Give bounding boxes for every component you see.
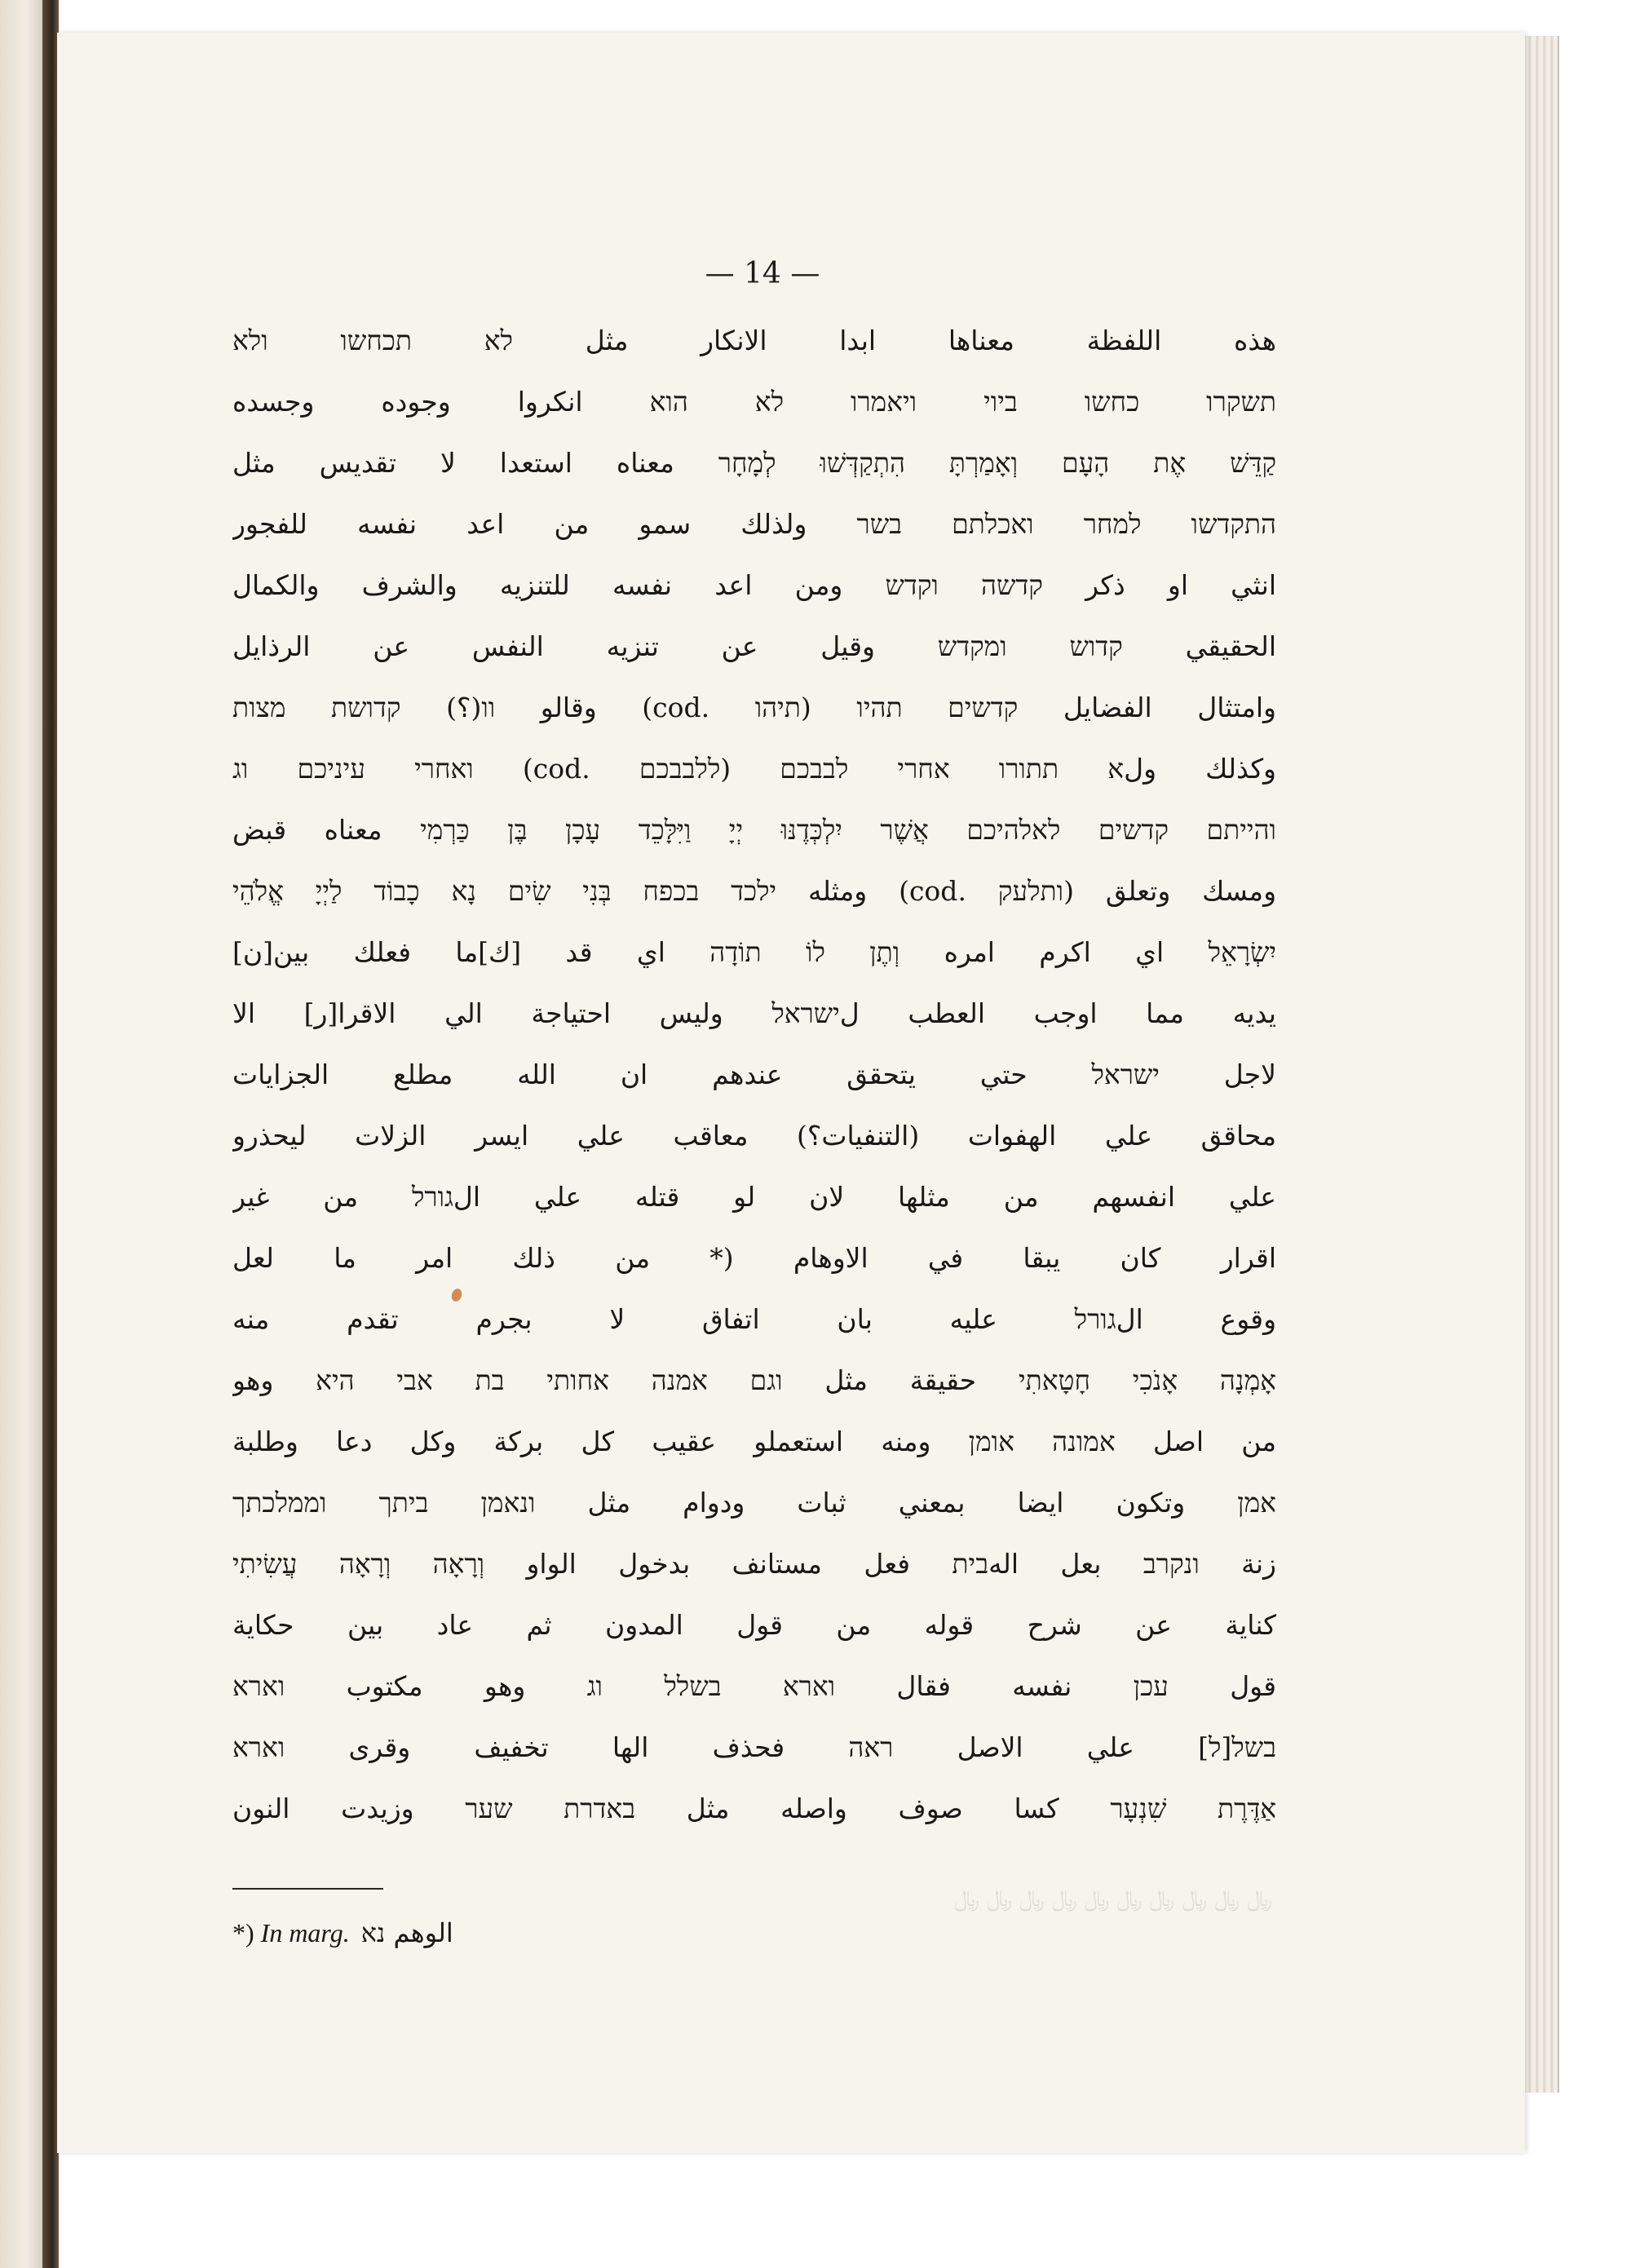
footnote	[232, 1912, 453, 1953]
text-line: محاقق علي الهفوات (التنفيات؟) معاقب علي ايسر الزلات ليحذرو	[232, 1120, 1276, 1152]
page-number: — 14 —	[705, 257, 820, 290]
text-line: اقرار كان يبقا في الاوهام (* من ذلك امر ما لعل	[232, 1242, 1276, 1274]
text-line: كناية عن شرح قوله من قول المدون ثم عاد بين حكاية	[232, 1609, 1276, 1641]
text-line: الحقيقي קדוש ומקדש وقيل عن تنزيه النفس عن الرذايل	[232, 630, 1276, 662]
text-line: קַדֵּשׁ אֶת הָעָם וְאָמַרְתָּ הִתְקַדְּשׁוּ לְמָחָר معناه استعدا لا تقديس مثل	[232, 447, 1276, 479]
footnote-latin: In marg.	[260, 1918, 350, 1947]
text-line: יִשְׂרָאֵל اي اكرم امره וְתֶן לוֹ תוֹדָה اي قد [ك]ما فعلك بين[ن]	[232, 936, 1276, 968]
text-line: علي انفسهم من مثلها لان لو قتله علي الגורל من غير	[232, 1181, 1276, 1213]
text-line: אַדֶּרֶת שִׁנְעָר كسا صوف واصله مثل באדרת שער وزيدت النون	[232, 1793, 1276, 1824]
left-page-edge	[0, 0, 47, 2268]
text-line: يديه مما اوجب العطب لישראל وليس احتياجة الي الاقرا[ر] الا	[232, 997, 1276, 1029]
text-line: زنة ונקרב بعل الهבית فعل مستانف بدخول الواو וְרָאָה וְרָאָה עֲשִׂיתִי	[232, 1548, 1276, 1580]
main-text	[232, 310, 1276, 1839]
text-line: ومسك وتعلق (ותלעק .cod) ومثله ילכד בכפח בְּנִי שִׂים נָא כָבוֹד לַיְיָ אֱלֹהֵי	[232, 875, 1276, 907]
bleed-through-text: ﷼ ﷼ ﷼ ﷼ ﷼ ﷼ ﷼ ﷼ ﷼ ﷼	[953, 1885, 1272, 1912]
text-line: وكذلك ولא תתורו אחרי לבבכם (ללבבכם .cod) ואחרי עיניכם וג	[232, 753, 1276, 785]
text-line: هذه اللفظة معناها ابدا الانكار مثل לא תכחשו ולא	[232, 325, 1276, 356]
text-line: من اصل אמונה אומן ومنه استعملو عقيب كل بركة وكل دعا وطلبة	[232, 1426, 1276, 1457]
text-line: وامتثال الفضايل קדשים תהיו (תיהו .cod) وقالو וו(؟) קדושת מצות	[232, 692, 1276, 723]
text-line: لاجل ישראל حتي يتحقق عندهم ان الله مطلع الجزايات	[232, 1059, 1276, 1090]
text-line: אָמְנָה אָנֹכִי חָטָאתִי حقيقة مثل וגם אמנה אחותי בת אבי היא وهو	[232, 1364, 1276, 1396]
book-page	[57, 33, 1525, 2153]
text-line: وقوع الגורל عليه بان اتفاق لا بجرم تقدم منه	[232, 1303, 1276, 1335]
text-line: אמן وتكون ايضا بمعني ثبات ودوام مثل ונאמן ביתך וממלכתך	[232, 1487, 1276, 1519]
footnote-rule	[232, 1888, 383, 1890]
text-line: והייתם קדשים לאלהיכם אֲשֶׁר יִלְכְּדֶנּוּ יְיָ וַיִּלָּכֵד עָכָן בֶּן כַּרְמִי معناه قبض	[232, 814, 1276, 846]
text-line: انثي او ذكر קדשה וקדש ومن اعد نفسه للتنزيه والشرف والكمال	[232, 569, 1276, 601]
text-line: תשקרו כחשו ביוי ויאמרו לא הוא انكروا وجوده وجسده	[232, 386, 1276, 418]
footnote-marker: *)	[232, 1918, 254, 1947]
book-gutter	[42, 0, 59, 2268]
text-line: בשל[ל] علي الاصل ראה فحذف الها تخفيف وقرى וארא	[232, 1731, 1276, 1763]
text-line: قول עכן نفسه فقال וארא בשלל וג وهو مكتوب וארא	[232, 1670, 1276, 1702]
footnote-text: الوهم נא	[360, 1917, 453, 1948]
text-line: התקדשו למחר ואכלתם בשר ولذلك سمو من اعد نفسه للفجور	[232, 508, 1276, 540]
